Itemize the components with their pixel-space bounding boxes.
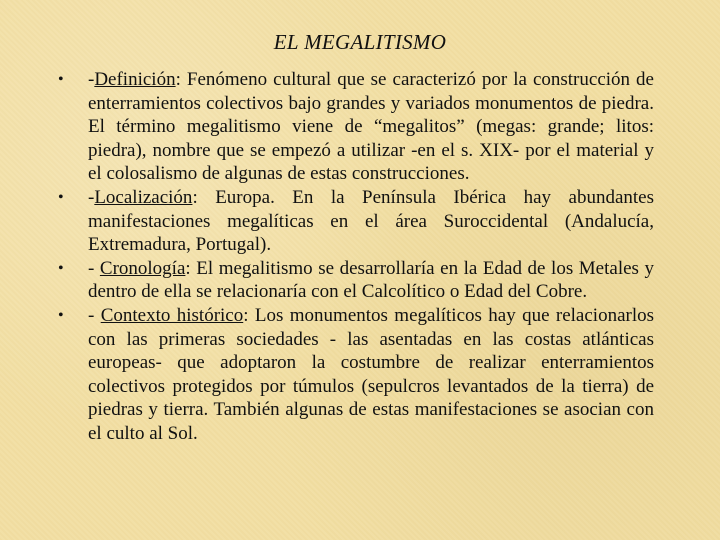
bullet-prefix: - [88, 304, 101, 326]
bullet-term: Cronología [99, 257, 186, 279]
bullet-localizacion [58, 186, 654, 257]
bullet-body: Los monumentos megalíticos hay que relacionarlos con las primeras sociedades - las asentadas en las costas atlánticas europeas- que adoptaron la costumbre de realizar enterramientos colectivos protegidos por túmulos (sepulcros levantados de la tierra) de piedras y tierra. También algunas de estas manifestaciones se asocian con el culto al Sol. [88, 304, 654, 444]
bullet-cronologia [58, 257, 654, 304]
bullet-body: Europa. En la Península Ibérica hay abundantes manifestaciones megalíticas en el área Suroccidental (Andalucía, Extremadura, Portugal). [88, 186, 654, 256]
bullet-term: Definición [94, 69, 176, 90]
bullet-term-separator: : [185, 257, 197, 279]
bullet-definicion [58, 68, 654, 186]
bullet-term-separator: : [192, 186, 216, 208]
bullet-body: El megalitismo se desarrollaría en la Edad de los Metales y dentro de ella se relacionaría con el Calcolítico o Edad del Cobre. [88, 257, 655, 303]
bullet-marker: • [58, 188, 64, 206]
bullet-list [58, 68, 654, 446]
bullet-term-separator: : [243, 304, 255, 326]
slide-title: EL MEGALITISMO [273, 30, 447, 54]
bullet-contexto-historico [58, 304, 654, 446]
bullet-term-separator: : [175, 69, 187, 90]
bullet-prefix: - [88, 186, 95, 208]
bullet-prefix: - [88, 69, 95, 90]
bullet-marker: • [58, 306, 64, 324]
bullet-prefix: - [88, 257, 100, 279]
bullet-term: Localización [94, 186, 193, 208]
bullet-marker: • [58, 259, 64, 277]
bullet-term: Contexto histórico [100, 304, 244, 326]
bullet-body: Fenómeno cultural que se caracterizó por la construcción de enterramientos colectivos bajo grandes y variados monumentos de piedra. El término megalitismo viene de “megalitos” (megas: grande; litos: piedra), nombre que se empezó a utilizar -en el s. XIX- por el material y el colosalismo de algunas de estas construcciones. [88, 69, 654, 185]
bullet-marker: • [58, 71, 64, 88]
